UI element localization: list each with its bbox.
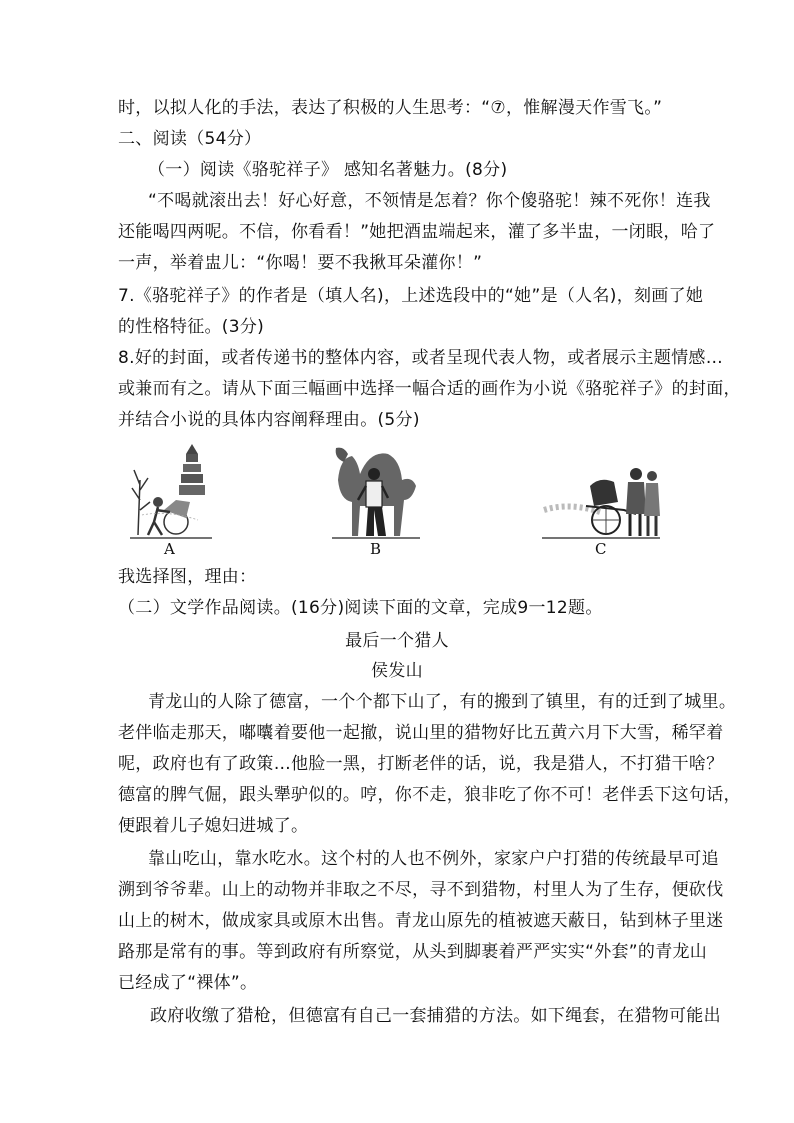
figure-c-image [540,440,664,544]
paragraph-3-line-1: 政府收缴了猎枪，但德富有自己一套捕猎的方法。如下绳套，在猎物可能出 [150,1006,721,1026]
article-title: 最后一个猎人 [345,631,449,651]
figure-b-image [330,440,422,544]
paragraph-1-line-1: 青龙山的人除了德富，一个个都下山了，有的搬到了镇里，有的迁到了城里。 [148,692,737,712]
question-8-line-3: 并结合小说的具体内容阐释理由。(5分) [118,410,420,430]
question-8-line-1: 8.好的封面，或者传递书的整体内容，或者呈现代表人物，或者展示主题情感… [118,348,724,368]
section-heading-reading: 二、阅读（54分） [118,129,262,149]
figure-c-label: C [595,540,607,558]
figure-a-label: A [164,540,175,558]
paragraph-2-line-1: 靠山吃山，靠水吃水。这个村的人也不例外，家家户户打猎的传统最早可追 [148,849,719,869]
figure-a-image [128,440,214,544]
paragraph-2-line-5: 已经成了“裸体”。 [118,973,258,993]
figure-b-label: B [370,540,382,558]
excerpt-line-2: 还能喝四两呢。不信，你看看！”她把酒盅端起来，灌了多半盅，一闭眼，哈了 [118,222,716,242]
paragraph-2-line-3: 山上的树木，做成家具或原木出售。青龙山原先的植被遮天蔽日，钻到林子里迷 [118,911,724,931]
paragraph-2-line-4: 路那是常有的事。等到政府有所察觉，从头到脚裹着严严实实“外套”的青龙山 [118,942,708,962]
paragraph-1-line-5: 便跟着儿子媳妇进城了。 [118,816,309,836]
paragraph-2-line-2: 溯到爷爷辈。山上的动物并非取之不尽，寻不到猎物，村里人为了生存，便砍伐 [118,880,724,900]
question-8-line-2: 或兼而有之。请从下面三幅画中选择一幅合适的画作为小说《骆驼祥子》的封面， [118,379,741,399]
question-7-line-1: 7.《骆驼祥子》的作者是（填人名)，上述选段中的“她”是（人名)，刻画了她 [118,286,704,306]
answer-line-choice: 我选择图，理由： [118,567,257,587]
excerpt-line-1: “不喝就滚出去！好心好意，不领情是怎着？你个傻骆驼！辣不死你！连我 [148,191,711,211]
paragraph-1-line-2: 老伴临走那天，嘟囔着要他一起撤，说山里的猎物好比五黄六月下大雪，稀罕着 [118,723,724,743]
subsection-heading-2: （二）文学作品阅读。(16分)阅读下面的文章，完成9一12题。 [118,598,603,618]
subsection-heading-1: （一）阅读《骆驼祥子》 感知名著魅力。(8分) [148,160,508,180]
line-1: 时，以拟人化的手法，表达了积极的人生思考：“⑦，惟解漫天作雪飞。” [118,98,663,118]
paragraph-1-line-3: 呢，政府也有了政策…他脸一黑，打断老伴的话，说，我是猎人，不打猎干啥？ [118,754,724,774]
paragraph-1-line-4: 德富的脾气倔，跟头犟驴似的。哼，你不走，狼非吃了你不可！老伴丢下这句话， [118,785,741,805]
question-7-line-2: 的性格特征。(3分) [118,317,265,337]
article-author: 侯发山 [371,661,423,681]
excerpt-line-3: 一声，举着盅儿：“你喝！要不我揪耳朵灌你！” [118,253,483,273]
